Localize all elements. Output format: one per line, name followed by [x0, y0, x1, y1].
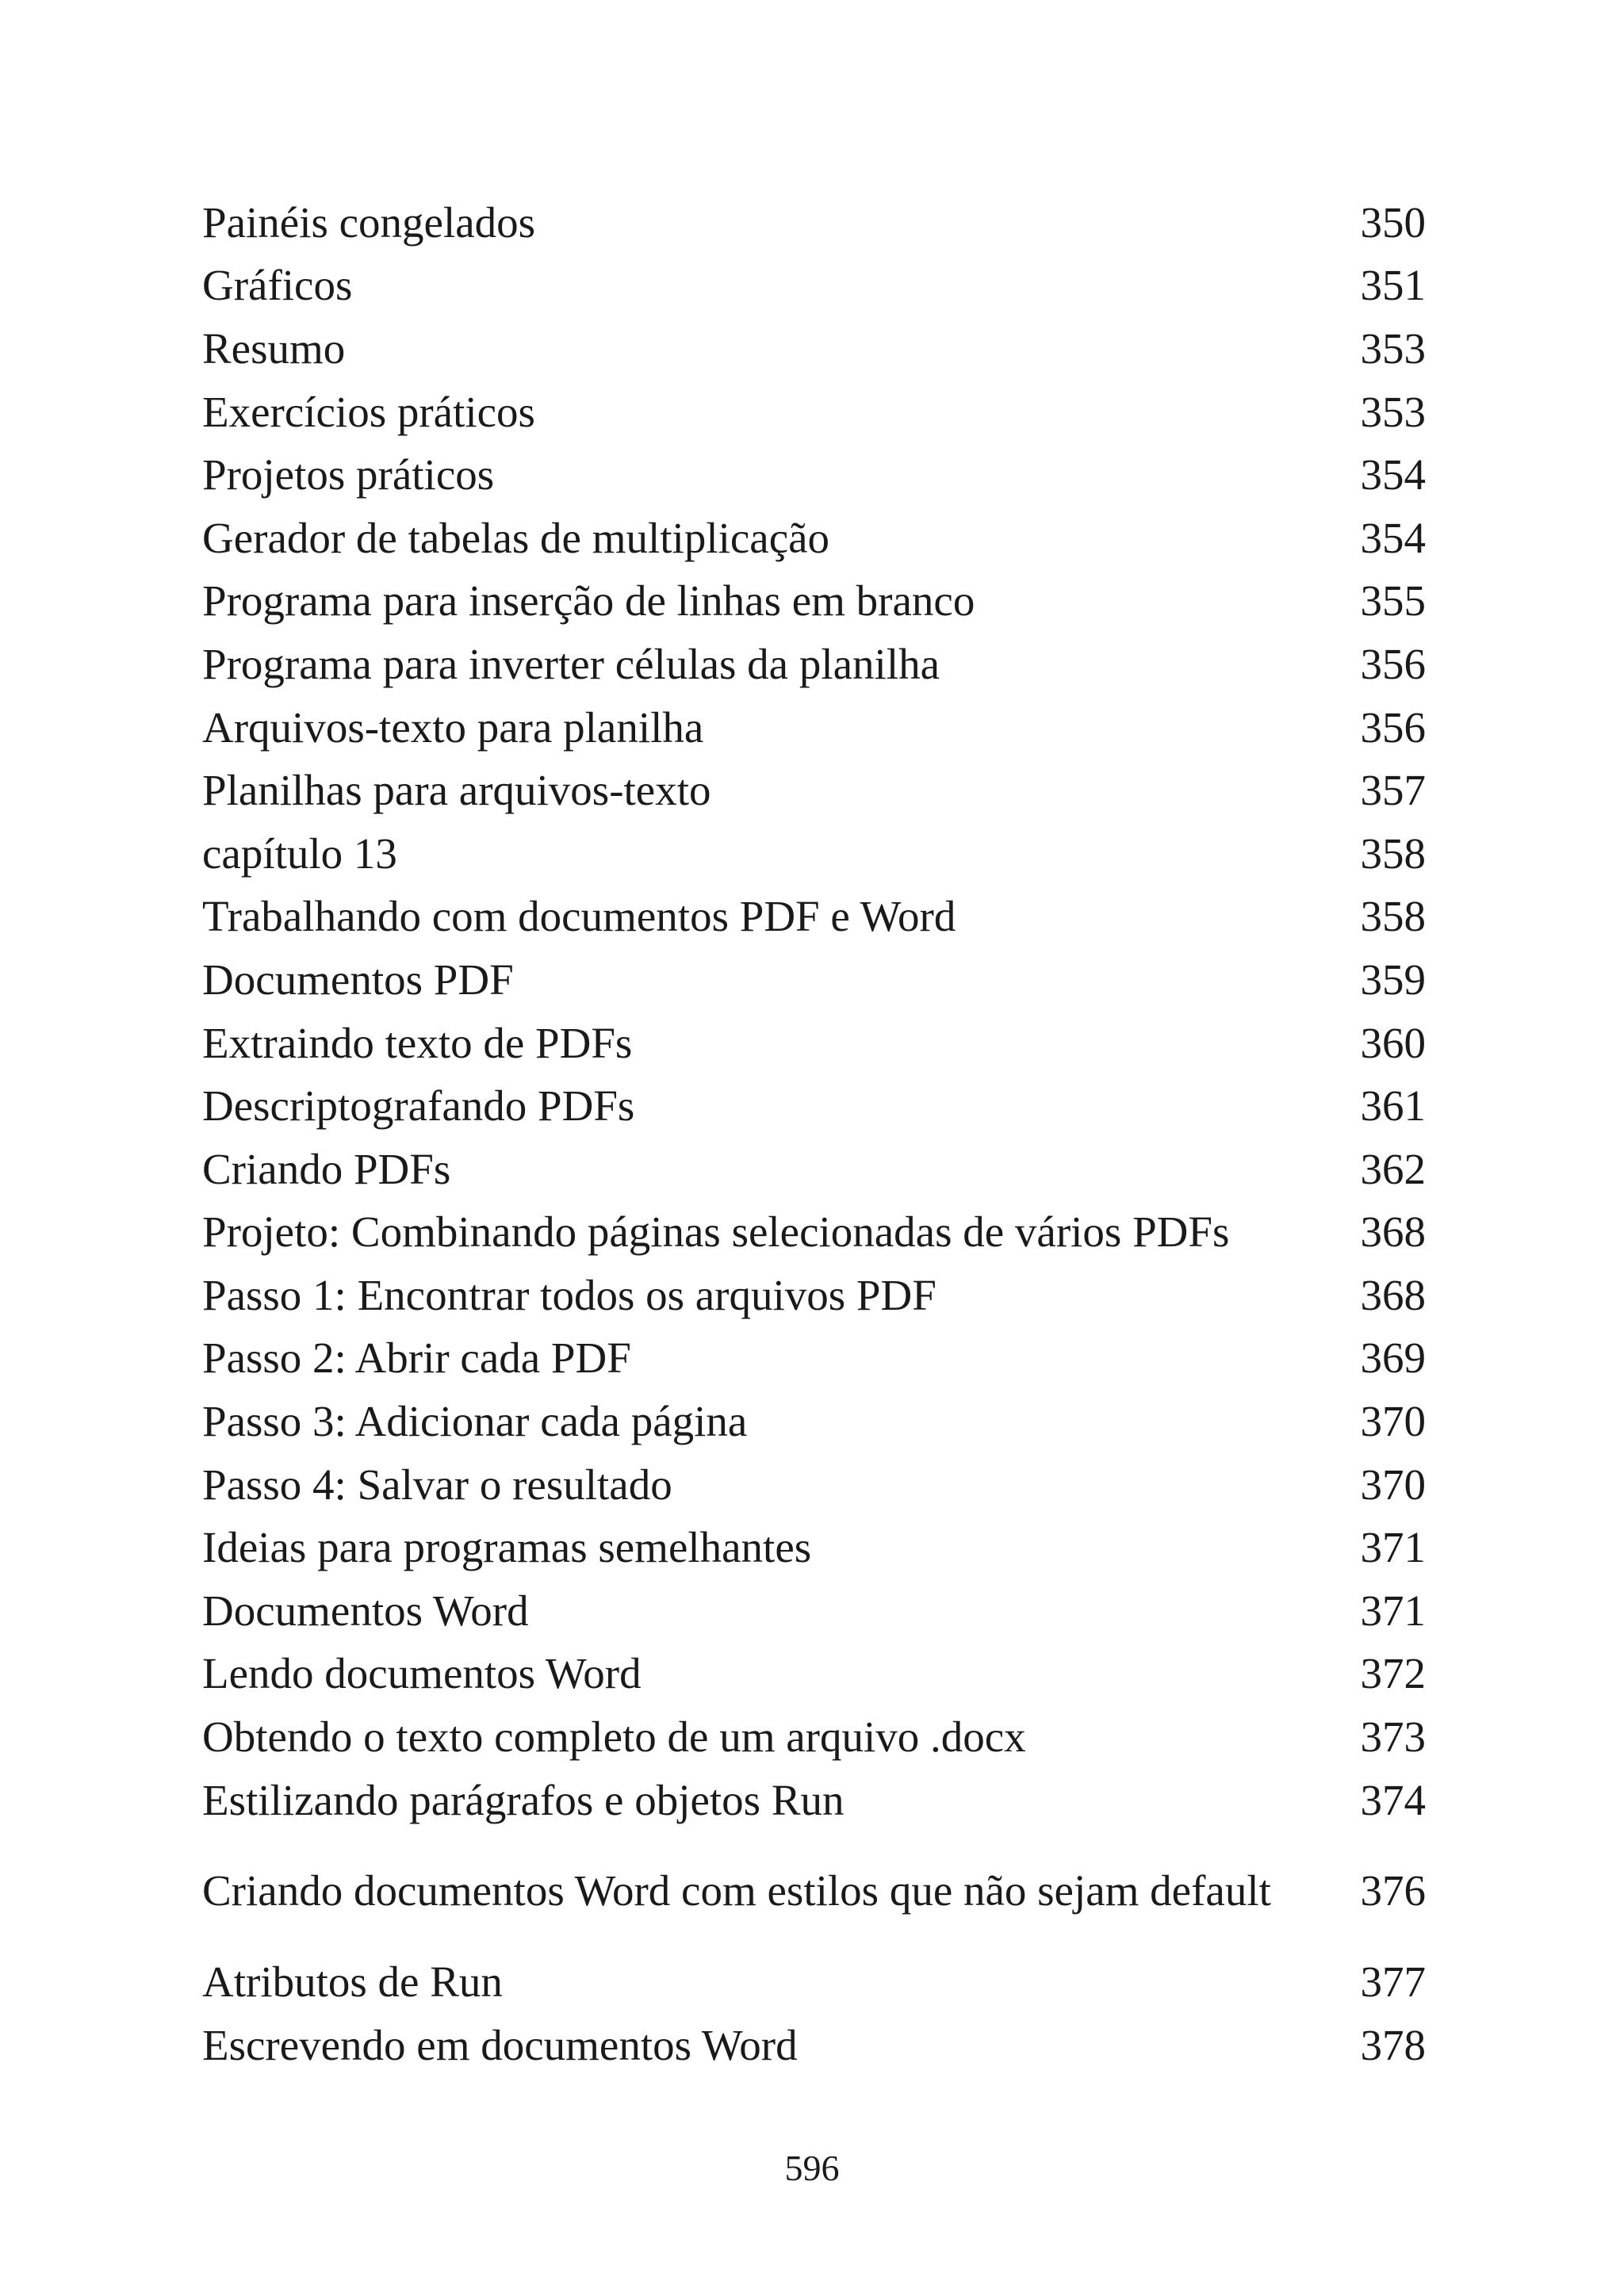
toc-entry-title: Extraindo texto de PDFs — [202, 1018, 633, 1067]
toc-entry-title: Passo 4: Salvar o resultado — [202, 1460, 672, 1509]
toc-entry — [202, 633, 1426, 696]
toc-entry-title: Passo 2: Abrir cada PDF — [202, 1334, 631, 1383]
toc-entry-title: Atributos de Run — [202, 1957, 503, 2007]
toc-entry-title: Documentos PDF — [202, 955, 514, 1004]
toc-entry-page: 357 — [1360, 766, 1426, 815]
toc-entry-page: 376 — [1360, 1866, 1426, 1915]
toc-entry-page: 371 — [1360, 1523, 1426, 1572]
toc-entry-page: 354 — [1360, 513, 1426, 562]
toc-entry-page: 378 — [1360, 2020, 1426, 2069]
toc-entry-page: 377 — [1360, 1957, 1426, 2007]
toc-entry-title: capítulo 13 — [202, 828, 397, 878]
toc-entry-page: 362 — [1360, 1144, 1426, 1193]
toc-entry-page: 358 — [1360, 892, 1426, 941]
toc-entry — [202, 1643, 1426, 1706]
toc-entry — [202, 759, 1426, 822]
toc-entry-page: 370 — [1360, 1460, 1426, 1509]
toc-entry-title: Trabalhando com documentos PDF e Word — [202, 892, 956, 941]
toc-entry-page: 356 — [1360, 639, 1426, 688]
toc-entry — [202, 1264, 1426, 1327]
toc-entry-title: Arquivos-texto para planilha — [202, 702, 704, 752]
toc-entry — [202, 1327, 1426, 1391]
toc-entry — [202, 2014, 1426, 2077]
toc-entry-page: 371 — [1360, 1586, 1426, 1635]
toc-entry-page: 361 — [1360, 1081, 1426, 1131]
toc-entry — [202, 696, 1426, 760]
toc-body — [202, 191, 1426, 2077]
toc-entry — [202, 1516, 1426, 1579]
toc-entry-title: Passo 1: Encontrar todos os arquivos PDF — [202, 1270, 936, 1319]
toc-entry-title: Painéis congelados — [202, 197, 536, 247]
toc-entry-page: 356 — [1360, 702, 1426, 752]
toc-entry-title: Gerador de tabelas de multiplicação — [202, 513, 830, 562]
toc-entry-page: 359 — [1360, 955, 1426, 1004]
toc-entry-title: Programa para inserção de linhas em branco — [202, 576, 975, 626]
toc-entry-title: Obtendo o texto completo de um arquivo .docx — [202, 1712, 1026, 1762]
toc-entry-title: Passo 3: Adicionar cada página — [202, 1397, 748, 1446]
toc-entry-page: 355 — [1360, 576, 1426, 626]
page-number: 596 — [784, 2148, 840, 2188]
toc-entry-page: 358 — [1360, 828, 1426, 878]
toc-entry-page: 374 — [1360, 1775, 1426, 1824]
toc-entry-title: Descriptografando PDFs — [202, 1081, 635, 1131]
toc-entry-title: Planilhas para arquivos-texto — [202, 766, 711, 815]
table-of-contents — [202, 191, 1426, 2077]
toc-entry-page: 353 — [1360, 323, 1426, 373]
toc-entry-title: Estilizando parágrafos e objetos Run — [202, 1775, 845, 1824]
toc-entry — [202, 507, 1426, 570]
toc-entry — [202, 1453, 1426, 1517]
toc-entry-page: 372 — [1360, 1649, 1426, 1698]
toc-entry-page: 351 — [1360, 261, 1426, 310]
toc-entry-title: Escrevendo em documentos Word — [202, 2020, 798, 2069]
toc-entry-title: Projetos práticos — [202, 450, 495, 499]
toc-entry — [202, 443, 1426, 507]
toc-entry — [202, 886, 1426, 949]
toc-entry-title: Ideias para programas semelhantes — [202, 1523, 812, 1572]
toc-entry-page: 369 — [1360, 1334, 1426, 1383]
toc-entry — [202, 1012, 1426, 1075]
toc-entry — [202, 822, 1426, 886]
toc-entry-title: Projeto: Combinando páginas selecionadas de vários PDFs — [202, 1207, 1230, 1257]
toc-entry-page: 353 — [1360, 387, 1426, 436]
toc-entry-title: Resumo — [202, 323, 346, 373]
toc-entry — [202, 1201, 1426, 1265]
toc-entry-page: 350 — [1360, 197, 1426, 247]
toc-entry — [202, 1579, 1426, 1643]
toc-entry-page: 368 — [1360, 1207, 1426, 1257]
toc-entry — [202, 1138, 1426, 1201]
toc-entry — [202, 570, 1426, 633]
toc-entry-title: Criando documentos Word com estilos que não sejam default — [202, 1866, 1271, 1915]
toc-entry — [202, 191, 1426, 254]
toc-entry — [202, 1831, 1426, 1950]
toc-entry — [202, 254, 1426, 318]
toc-entry-title: Gráficos — [202, 261, 353, 310]
toc-entry-title: Programa para inverter células da planilha — [202, 639, 940, 688]
toc-entry — [202, 317, 1426, 381]
toc-entry-title: Lendo documentos Word — [202, 1649, 642, 1698]
toc-entry-page: 368 — [1360, 1270, 1426, 1319]
toc-entry — [202, 1074, 1426, 1138]
toc-entry-title: Exercícios práticos — [202, 387, 535, 436]
toc-entry-page: 360 — [1360, 1018, 1426, 1067]
toc-entry — [202, 1950, 1426, 2014]
toc-entry-title: Criando PDFs — [202, 1144, 451, 1193]
toc-entry — [202, 1769, 1426, 1832]
toc-entry — [202, 1705, 1426, 1769]
toc-entry-page: 370 — [1360, 1397, 1426, 1446]
toc-entry — [202, 1390, 1426, 1453]
toc-entry-title: Documentos Word — [202, 1586, 529, 1635]
toc-entry-page: 354 — [1360, 450, 1426, 499]
toc-entry-page: 373 — [1360, 1712, 1426, 1762]
toc-entry — [202, 381, 1426, 444]
toc-entry — [202, 948, 1426, 1012]
